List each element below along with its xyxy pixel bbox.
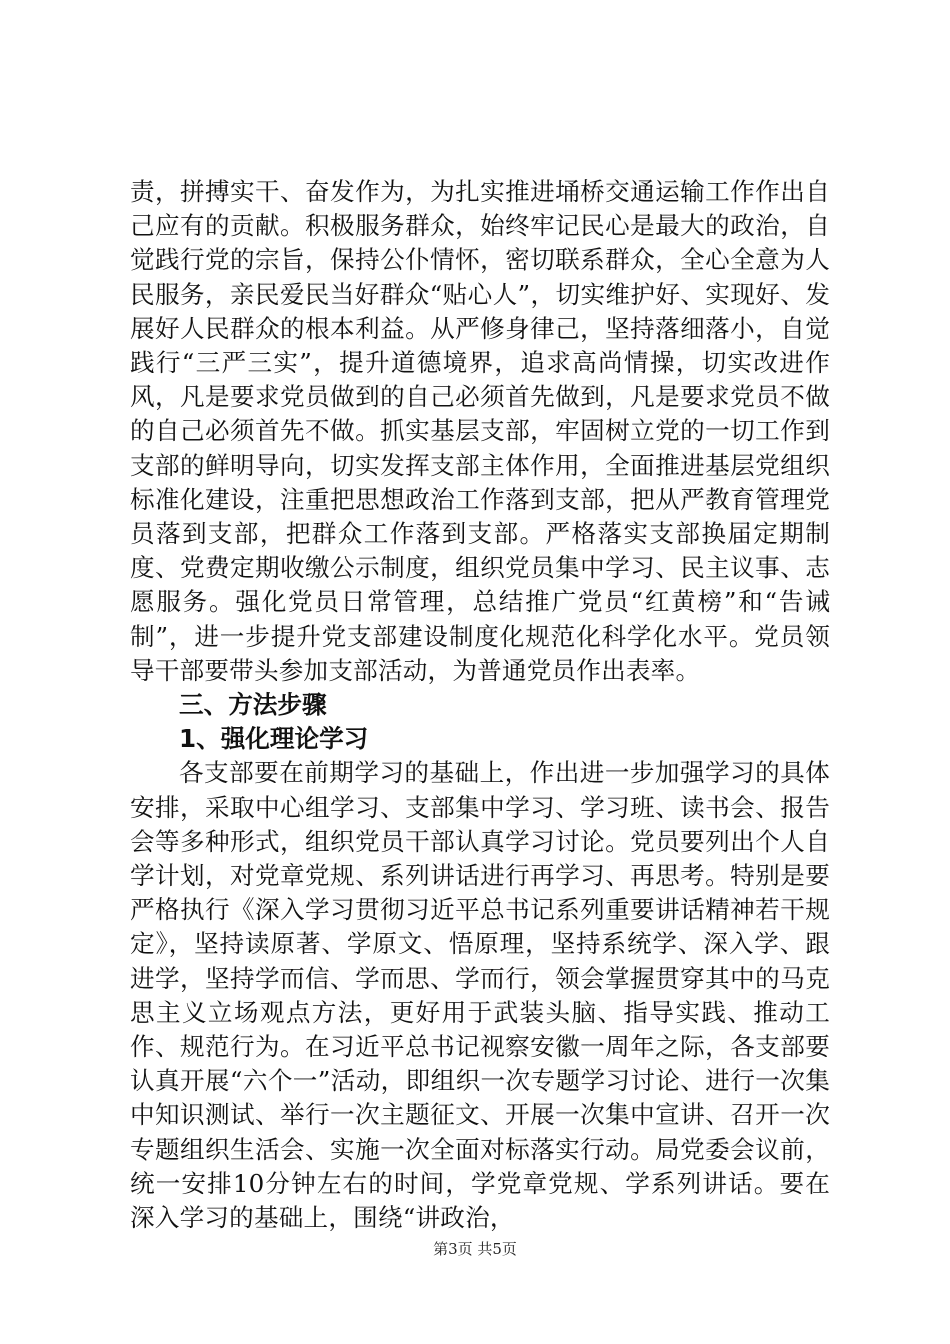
paragraph-continued: 责，拼搏实干、奋发作为，为扎实推进埇桥交通运输工作作出自己应有的贡献。积极服务群众，始终牢记民心是最大的政治，自觉践行党的宗旨，保持公仆情怀，密切联系群众，全心全意为人民服务，亲民爱民当好群众“贴心人”，切实维护好、实现好、发展好人民群众的根本利益。从严修身律己，坚持落细落小，自觉践行“三严三实”，提升道德境界，追求高尚情操，切实改进作风，凡是要求党员做到的自己必须首先做到，凡是要求党员不做的自己必须首先不做。抓实基层支部，牢固树立党的一切工作到支部的鲜明导向，切实发挥支部主体作用，全面推进基层党组织标准化建设，注重把思想政治工作落到支部，把从严教育管理党员落到支部，把群众工作落到支部。严格落实支部换届定期制度、党费定期收缴公示制度，组织党员集中学习、民主议事、志愿服务。强化党员日常管理，总结推广党员“红黄榜”和“告诫制”，进一步提升党支部建设制度化规范化科学化水平。党员领导干部要带头参加支部活动，为普通党员作出表率。	[130, 177, 830, 685]
paragraph-study: 各支部要在前期学习的基础上，作出进一步加强学习的具体安排，采取中心组学习、支部集中学习、学习班、读书会、报告会等多种形式，组织党员干部认真学习讨论。党员要列出个人自学计划，对党章党规、系列讲话进行再学习、再思考。特别是要严格执行《深入学习贯彻习近平总书记系列重要讲话精神若干规定》，坚持读原著、学原文、悟原理，坚持系统学、深入学、跟进学，坚持学而信、学而思、学而行，领会掌握贯穿其中的马克思主义立场观点方法，更好用于武装头脑、指导实践、推动工作、规范行为。在习近平总书记视察安徽一周年之际，各支部要认真开展“六个一”活动，即组织一次专题学习讨论、进行一次集中知识测试、举行一次主题征文、开展一次集中宣讲、召开一次专题组织生活会、实施一次全面对标落实行动。局党委会议前，统一安排10分钟左右的时间，学党章党规、学系列讲话。要在深入学习的基础上，围绕“讲政治，	[130, 758, 830, 1233]
section-heading: 三、方法步骤	[179, 690, 327, 720]
subsection-heading: 1、强化理论学习	[179, 724, 369, 754]
page-footer: 第3页 共5页	[433, 1240, 517, 1258]
document-body	[130, 175, 830, 1235]
